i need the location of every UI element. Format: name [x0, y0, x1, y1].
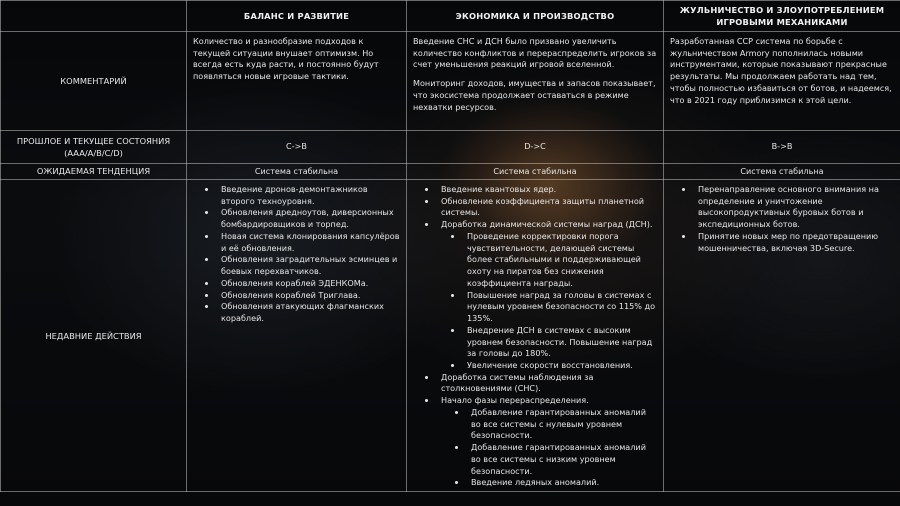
actions-row	[1, 180, 900, 492]
actions-label: НЕДАВНИЕ ДЕЙСТВИЯ	[1, 180, 187, 492]
state-cheating: B->B	[664, 131, 900, 164]
sub-list-item: • Проведение корректировки порога чувствительности, делающей системы более стабильными и поддерживающей охоту на пиратов без снижения коэффициента награды.	[463, 231, 657, 290]
state-row	[1, 131, 900, 164]
actions-cheating	[664, 180, 900, 492]
comment-row	[1, 32, 900, 131]
comment-economy-p2: Мониторинг доходов, имущества и запасов показывает, что экосистема продолжает оставаться в режиме нехватки ресурсов.	[413, 78, 656, 112]
list-item: • Обновления заградительных эсминцев и боевых перехватчиков.	[217, 254, 400, 277]
actions-balance	[187, 180, 407, 492]
header-blank	[1, 1, 187, 32]
list-item: • Доработка системы наблюдения за столкновениями (СНС).	[437, 372, 657, 395]
list-item: • Обновление коэффициента защиты планетной системы.	[437, 196, 657, 219]
sub-list-item: • Повышение наград за головы в системах с нулевым уровнем безопасности со 115% до 135%.	[463, 290, 657, 325]
trend-economy: Система стабильна	[407, 164, 664, 180]
list-item: • Введение дронов-демонтажников второго техноуровня.	[217, 184, 400, 207]
trend-cheating: Система стабильна	[664, 164, 900, 180]
sub-list-item: • Добавление гарантированных аномалий во все системы с нулевым уровнем безопасности.	[467, 407, 657, 442]
sub-list-item: • Внедрение ДСН в системах с высоким уровнем безопасности. Повышение наград за головы до 180%.	[463, 325, 657, 360]
header-economy: ЭКОНОМИКА И ПРОИЗВОДСТВО	[407, 1, 664, 32]
list-item	[437, 395, 657, 489]
comment-economy-p1: Введение СНС и ДСН было призвано увеличить количество конфликтов и перераспределить игроков за счет уменьшения реакций игровой вселенной.	[413, 36, 657, 70]
comment-balance	[187, 32, 407, 131]
list-item: • Обновления дредноутов, диверсионных бомбардировщиков и торпед.	[217, 207, 400, 230]
list-item: • Новая система клонирования капсулёров и её обновления.	[217, 231, 400, 254]
list-item-text: Начало фазы перераспределения.	[441, 395, 589, 406]
comment-cheating-text: Разработанная CCP система по борьбе с жульничеством Armory пополнилась новыми инструментами, которые показывают прекрасные результаты. Мы продолжаем работать над тем, чтобы полностью избавиться от ботов, и надеемся, что в 2021 году приблизимся к этой цели.	[670, 36, 892, 105]
list-item-text: Доработка динамической системы наград (ДСН).	[441, 219, 653, 230]
state-economy: D->C	[407, 131, 664, 164]
list-item: • Обновления кораблей Триглава.	[217, 290, 400, 302]
list-item: • Принятие новых мер по предотвращению мошенничества, включая 3D-Secure.	[694, 231, 894, 254]
comment-label: КОММЕНТАРИЙ	[1, 32, 187, 131]
comment-economy	[407, 32, 664, 131]
sub-list-item: • Введение ледяных аномалий.	[467, 477, 657, 489]
comment-balance-text: Количество и разнообразие подходов к текущей ситуации внушает оптимизм. Но всегда есть куда расти, и постоянно будут появляться новые игровые тактики.	[193, 36, 379, 82]
sub-list-item: • Увеличение скорости восстановления.	[463, 360, 657, 372]
list-item: • Обновления атакующих флагманских кораблей.	[217, 301, 400, 324]
trend-row	[1, 164, 900, 180]
header-cheating: ЖУЛЬНИЧЕСТВО И ЗЛОУПОТРЕБЛЕНИЕМ ИГРОВЫМИ МЕХАНИКАМИ	[664, 1, 900, 32]
trend-label: ОЖИДАЕМАЯ ТЕНДЕНЦИЯ	[1, 164, 187, 180]
list-item: • Введение квантовых ядер.	[437, 184, 657, 196]
state-balance: C->B	[187, 131, 407, 164]
list-item: • Обновления кораблей ЭДЕНКОМа.	[217, 278, 400, 290]
header-balance: БАЛАНС И РАЗВИТИЕ	[187, 1, 407, 32]
actions-economy	[407, 180, 664, 492]
sub-list-item: • Добавление гарантированных аномалий во все системы с низким уровнем безопасности.	[467, 442, 657, 477]
comment-cheating	[664, 32, 900, 131]
header-row	[1, 1, 900, 32]
state-label: ПРОШЛОЕ И ТЕКУЩЕЕ СОСТОЯНИЯ (AAA/A/B/C/D)	[1, 131, 187, 164]
list-item: • Перенаправление основного внимания на определение и уничтожение высокопродуктивных буровых ботов и экспедиционных ботов.	[694, 184, 894, 231]
list-item	[437, 219, 657, 372]
trend-balance: Система стабильна	[187, 164, 407, 180]
